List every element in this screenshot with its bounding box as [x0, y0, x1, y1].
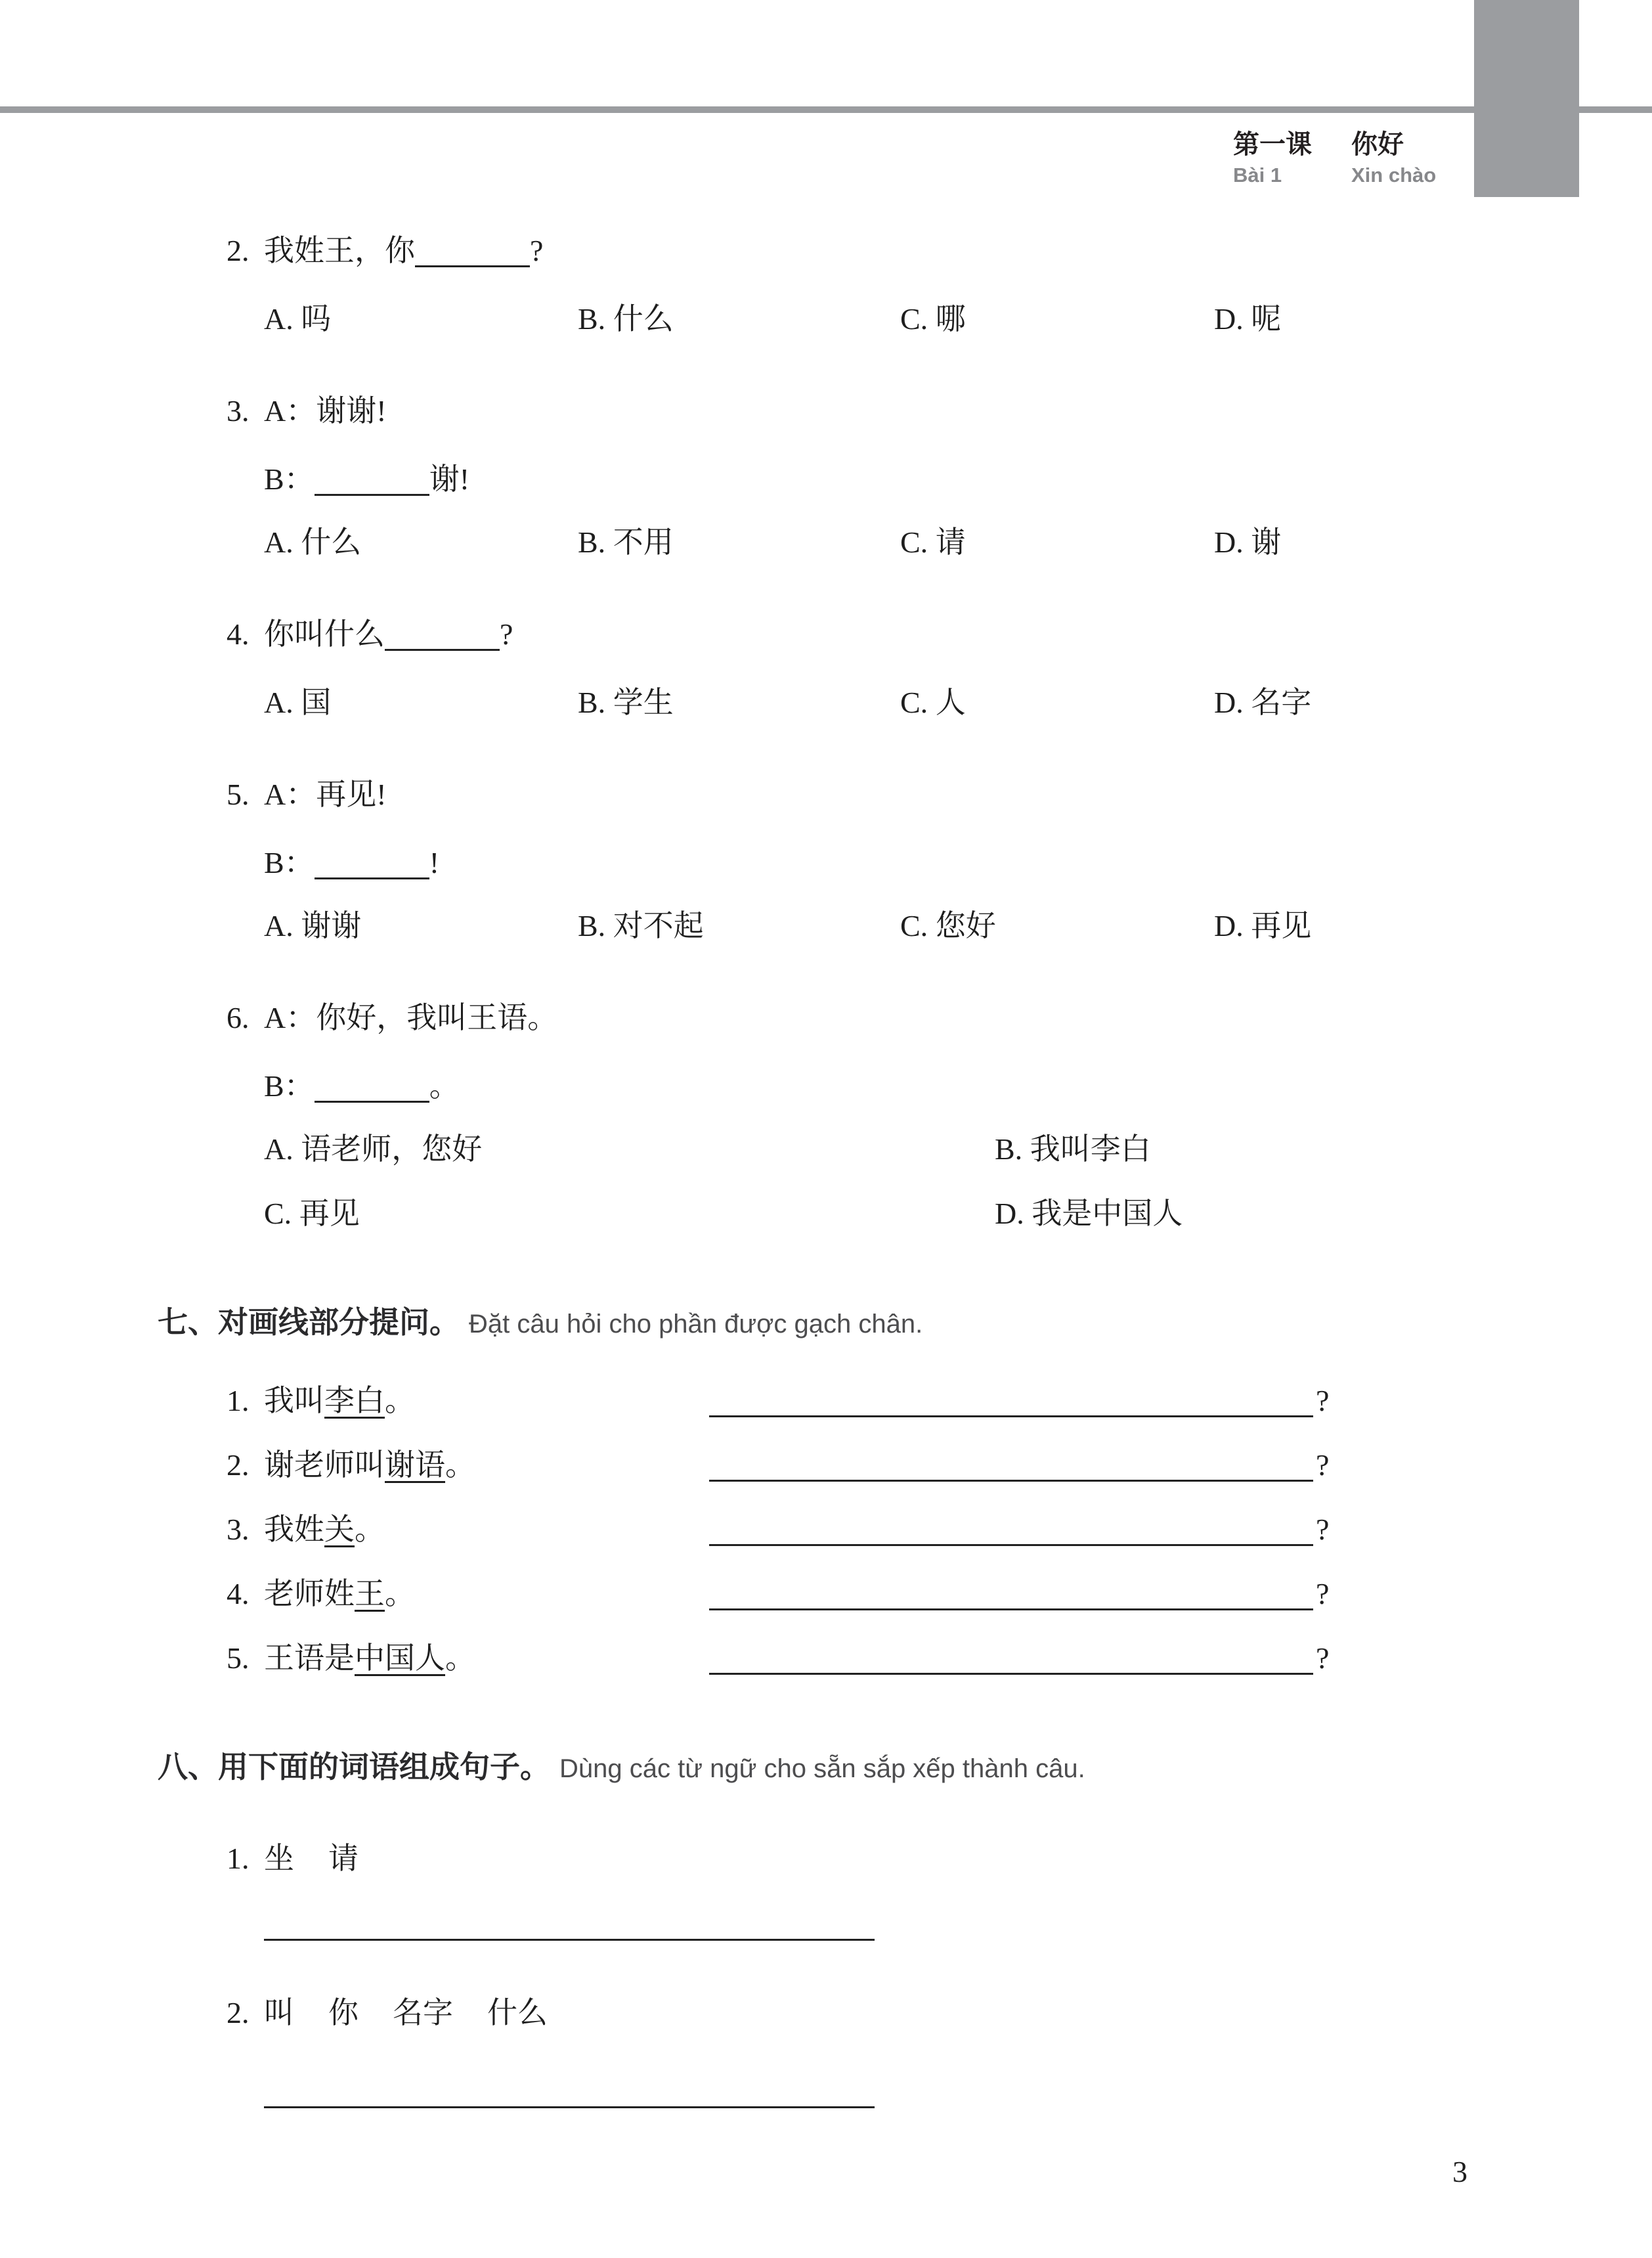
- section-title-cn: 用下面的词语组成句子。: [218, 1750, 550, 1784]
- options-row: [227, 906, 1461, 946]
- option-label: D.: [995, 1197, 1024, 1230]
- sentence-period: 。: [385, 1384, 415, 1417]
- option-a: [264, 523, 361, 562]
- dialog-text: 谢!: [429, 462, 470, 496]
- option-text: 再见: [299, 1197, 360, 1230]
- lesson-title-cn: 你好: [1351, 130, 1404, 159]
- lesson-header: [1233, 130, 1436, 187]
- question-4: [227, 615, 1461, 722]
- option-label: D.: [1214, 302, 1244, 336]
- section-marker: 七、: [158, 1305, 218, 1339]
- option-label: D.: [1214, 909, 1244, 942]
- question-mark: ?: [1316, 1513, 1330, 1546]
- fill-blank: [315, 1073, 429, 1103]
- option-label: C.: [264, 1197, 292, 1230]
- answer-line: [709, 1381, 1329, 1421]
- fill-blank: [315, 849, 429, 879]
- word-bank-item-1: [227, 1839, 1461, 1878]
- question-mark: ?: [1316, 1384, 1330, 1417]
- option-b: [578, 683, 674, 722]
- dialog-line-b: [227, 1067, 1461, 1106]
- option-d: [1214, 299, 1281, 339]
- dialog-text: !: [429, 846, 440, 879]
- option-d: [1214, 523, 1281, 562]
- item-number: 1.: [227, 1384, 250, 1417]
- section-title-vi: Dùng các từ ngữ cho sẵn sắp xếp thành câu.: [559, 1754, 1085, 1783]
- option-text: 什么: [613, 302, 674, 336]
- answer-line: [709, 1510, 1329, 1549]
- question-text: 我姓王，你: [264, 234, 415, 267]
- option-label: B.: [578, 909, 606, 942]
- option-text: 什么: [301, 525, 362, 559]
- option-text: 人: [935, 686, 966, 719]
- options-row: [227, 299, 1461, 339]
- option-a: [264, 906, 361, 946]
- question-mark: ?: [1316, 1448, 1330, 1482]
- option-label: A.: [264, 525, 293, 559]
- underlined-word: 关: [324, 1513, 355, 1546]
- option-d: [1214, 683, 1311, 722]
- question-number: 4.: [227, 617, 250, 651]
- item-number: 4.: [227, 1577, 250, 1610]
- option-b: [995, 1130, 1151, 1169]
- section-title-cn: 对画线部分提问。: [218, 1305, 460, 1339]
- dialog-text: A：谢谢!: [264, 394, 387, 428]
- question-number: 2.: [227, 234, 250, 267]
- dialog-line-a: [227, 391, 1461, 431]
- lesson-number-cn: 第一课: [1233, 130, 1312, 159]
- option-text: 您好: [935, 909, 996, 942]
- fill-blank: [415, 237, 530, 267]
- option-label: A.: [264, 1132, 293, 1166]
- word: 叫: [264, 1996, 294, 2029]
- fill-blank: [385, 621, 500, 651]
- sentence-text: 谢老师叫: [264, 1448, 385, 1482]
- option-text: 哪: [935, 302, 966, 336]
- dialog-line-a: [227, 998, 1461, 1038]
- word: 什么: [487, 1996, 548, 2029]
- option-label: C.: [900, 686, 928, 719]
- question-3: [227, 391, 1461, 562]
- item-number: 2.: [227, 1448, 250, 1482]
- sentence-text: 老师姓: [264, 1577, 355, 1610]
- speaker-label: B：: [264, 462, 315, 496]
- underlined-word: 谢语: [385, 1448, 445, 1482]
- option-text: 我是中国人: [1032, 1197, 1183, 1230]
- speaker-label: B：: [264, 1069, 315, 1103]
- question-text: 你叫什么: [264, 617, 385, 651]
- question-2: [227, 231, 1461, 339]
- word: 请: [328, 1842, 359, 1875]
- question-number: 3.: [227, 394, 250, 428]
- dialog-line-a: [227, 775, 1461, 814]
- rewrite-item-1: [227, 1381, 1461, 1421]
- page-number: 3: [1452, 2155, 1467, 2188]
- answer-rule: [709, 1580, 1313, 1610]
- option-text: 再见: [1251, 909, 1312, 942]
- sentence-period: 。: [385, 1577, 415, 1610]
- option-text: 我叫李白: [1030, 1132, 1151, 1166]
- sentence-text: 王语是: [264, 1641, 355, 1675]
- answer-rule: [709, 1387, 1313, 1417]
- page-corner-tab: [1474, 0, 1579, 197]
- header-rule: [0, 106, 1652, 113]
- sentence-period: 。: [355, 1513, 385, 1546]
- section-7-header: [158, 1302, 1461, 1344]
- answer-rule: [709, 1645, 1313, 1675]
- option-c: [900, 906, 996, 946]
- option-a: [264, 1130, 482, 1169]
- word: 坐: [264, 1842, 294, 1875]
- answer-line: [709, 1446, 1329, 1485]
- option-label: C.: [900, 909, 928, 942]
- item-number: 5.: [227, 1641, 250, 1675]
- option-text: 国: [301, 686, 332, 719]
- option-text: 不用: [613, 525, 674, 559]
- question-prompt: [227, 231, 1461, 271]
- question-number: 5.: [227, 778, 250, 811]
- option-c: [900, 683, 966, 722]
- option-label: A.: [264, 909, 293, 942]
- dialog-text: 。: [429, 1069, 460, 1103]
- options-row: [227, 1194, 1461, 1233]
- option-label: B.: [578, 302, 606, 336]
- answer-line: [709, 1574, 1329, 1614]
- option-c: [900, 299, 966, 339]
- word: 名字: [393, 1996, 453, 2029]
- sentence-period: 。: [445, 1448, 475, 1482]
- sentence-text: 我叫: [264, 1384, 324, 1417]
- question-number: 6.: [227, 1001, 250, 1034]
- option-label: B.: [995, 1132, 1023, 1166]
- option-b: [578, 299, 674, 339]
- option-text: 语老师，您好: [301, 1132, 483, 1166]
- rewrite-item-2: [227, 1446, 1461, 1485]
- option-text: 对不起: [613, 909, 704, 942]
- option-text: 谢谢: [301, 909, 362, 942]
- options-row: [227, 523, 1461, 562]
- option-text: 谢: [1251, 525, 1282, 559]
- underlined-word: 中国人: [355, 1641, 445, 1675]
- option-text: 名字: [1251, 686, 1312, 719]
- item-number: 1.: [227, 1842, 250, 1875]
- option-label: D.: [1214, 525, 1244, 559]
- answer-line: [264, 2106, 875, 2108]
- option-d: [1214, 906, 1311, 946]
- underlined-word: 李白: [324, 1384, 385, 1417]
- option-label: A.: [264, 302, 293, 336]
- sentence-text: 我姓: [264, 1513, 324, 1546]
- section-title-vi: Đặt câu hỏi cho phần được gạch chân.: [469, 1310, 923, 1339]
- sentence-period: 。: [445, 1641, 475, 1675]
- exercise-content: [158, 231, 1461, 2108]
- rewrite-item-4: [227, 1574, 1461, 1614]
- dialog-text: A：你好，我叫王语。: [264, 1001, 558, 1034]
- speaker-label: B：: [264, 846, 315, 879]
- lesson-title-vi: Xin chào: [1351, 164, 1437, 187]
- dialog-text: A：再见!: [264, 778, 387, 811]
- question-prompt: [227, 615, 1461, 654]
- question-mark: ?: [1316, 1641, 1330, 1675]
- option-text: 学生: [613, 686, 674, 719]
- option-c: [264, 1194, 360, 1233]
- word: 你: [328, 1996, 359, 2029]
- option-a: [264, 299, 331, 339]
- dialog-line-b: [227, 843, 1461, 883]
- item-number: 2.: [227, 1996, 250, 2029]
- option-label: A.: [264, 686, 293, 719]
- option-text: 请: [935, 525, 966, 559]
- lesson-number-vi: Bài 1: [1233, 164, 1282, 187]
- section-8-header: [158, 1746, 1461, 1789]
- option-b: [578, 906, 704, 946]
- rewrite-item-5: [227, 1639, 1461, 1678]
- underlined-word: 王: [355, 1577, 385, 1610]
- option-label: B.: [578, 525, 606, 559]
- question-5: [227, 775, 1461, 946]
- rewrite-item-3: [227, 1510, 1461, 1549]
- section-marker: 八、: [158, 1750, 218, 1784]
- option-text: 吗: [301, 302, 332, 336]
- option-label: C.: [900, 302, 928, 336]
- dialog-line-b: [227, 460, 1461, 499]
- option-d: [995, 1194, 1183, 1233]
- question-6: [227, 998, 1461, 1233]
- answer-line: [264, 1939, 875, 1941]
- option-b: [578, 523, 674, 562]
- question-mark: ?: [530, 234, 544, 267]
- question-mark: ?: [500, 617, 513, 651]
- option-a: [264, 683, 331, 722]
- answer-line: [709, 1639, 1329, 1678]
- answer-rule: [709, 1516, 1313, 1546]
- option-label: C.: [900, 525, 928, 559]
- word-bank-item-2: [227, 1993, 1461, 2033]
- option-c: [900, 523, 966, 562]
- options-row: [227, 1130, 1461, 1169]
- options-row: [227, 683, 1461, 722]
- item-number: 3.: [227, 1513, 250, 1546]
- answer-rule: [709, 1451, 1313, 1482]
- option-text: 呢: [1251, 302, 1282, 336]
- option-label: B.: [578, 686, 606, 719]
- option-label: D.: [1214, 686, 1244, 719]
- fill-blank: [315, 466, 429, 496]
- question-mark: ?: [1316, 1577, 1330, 1610]
